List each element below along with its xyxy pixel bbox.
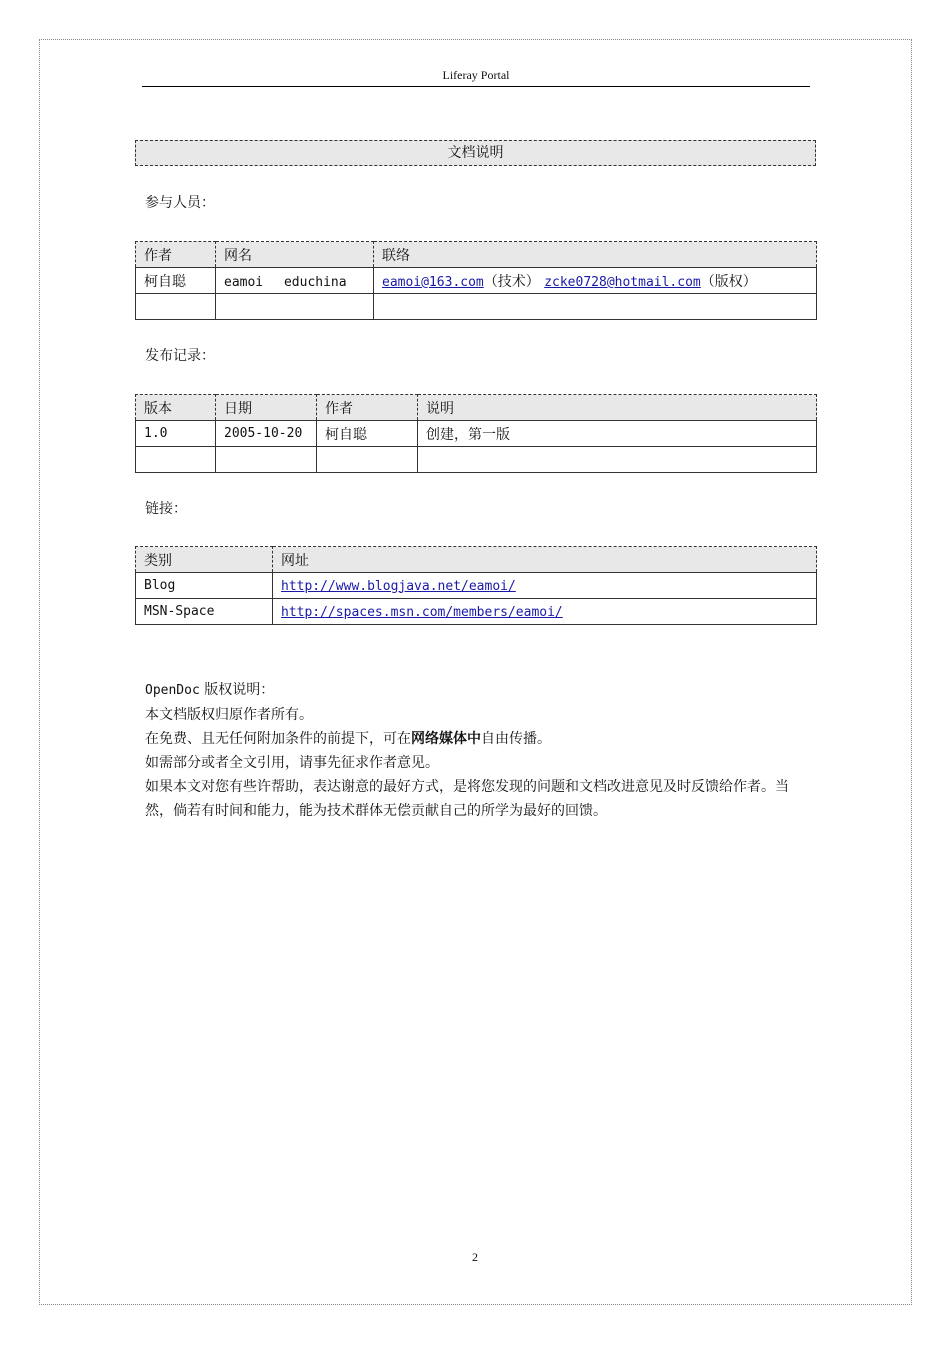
column-header: 类别 (136, 547, 273, 573)
column-header: 作者 (136, 242, 216, 268)
copyright-text: 自由传播。 (481, 731, 551, 747)
table-header-row (136, 395, 817, 421)
release-table (135, 394, 817, 473)
column-header: 作者 (317, 395, 418, 421)
page-header (142, 68, 810, 87)
header-title: Liferay Portal (442, 68, 510, 82)
email-link-tech[interactable]: eamoi@163.com (382, 274, 484, 290)
table-header-row (136, 242, 817, 268)
table-row-empty (136, 447, 817, 473)
copyright-line: 如需部分或者全文引用，请事先征求作者意见。 (145, 755, 439, 771)
copyright-bold-text: 网络媒体中 (411, 731, 481, 747)
copyright-line: 本文档版权归原作者所有。 (145, 707, 313, 723)
copyright-heading-text: 版权说明： (199, 682, 275, 698)
contact-cell (374, 268, 817, 294)
url-cell (273, 573, 817, 599)
empty-cell (136, 447, 216, 473)
column-header: 联络 (374, 242, 817, 268)
copyright-line (145, 727, 815, 751)
copyright-notes (145, 678, 815, 823)
release-label: 发布记录： (145, 348, 215, 364)
copyright-line: 如果本文对您有些许帮助，表达谢意的最好方式，是将您发现的问题和文档改进意见及时反馈给作者。当然，倘若有时间和能力，能为技术群体无偿贡献自己的所学为最好的回馈。 (145, 779, 789, 819)
email-note-tech: （技术） (483, 273, 540, 290)
doc-title: 文档说明 (135, 140, 816, 166)
empty-cell (374, 294, 817, 320)
table-row (136, 599, 817, 625)
empty-cell (136, 294, 216, 320)
empty-cell (418, 447, 817, 473)
page-frame (39, 39, 912, 1305)
copyright-heading (145, 678, 815, 703)
author-cell: 柯自聪 (317, 421, 418, 447)
column-header: 网址 (273, 547, 817, 573)
participants-label: 参与人员： (145, 195, 215, 211)
description-cell: 创建，第一版 (418, 421, 817, 447)
participants-table (135, 241, 817, 320)
msn-space-link[interactable]: http://spaces.msn.com/members/eamoi/ (281, 604, 563, 620)
page-number: 2 (472, 1250, 478, 1264)
column-header: 说明 (418, 395, 817, 421)
column-header: 网名 (216, 242, 374, 268)
category-cell: Blog (136, 573, 273, 599)
column-header: 版本 (136, 395, 216, 421)
table-row (136, 421, 817, 447)
table-row (136, 268, 817, 294)
opendoc-label: OpenDoc (145, 683, 200, 698)
url-cell (273, 599, 817, 625)
links-label: 链接： (145, 501, 187, 517)
version-cell: 1.0 (136, 421, 216, 447)
empty-cell (216, 447, 317, 473)
author-cell: 柯自聪 (136, 268, 216, 294)
email-link-copyright[interactable]: zcke0728@hotmail.com (544, 274, 701, 290)
empty-cell (216, 294, 374, 320)
date-cell: 2005-10-20 (216, 421, 317, 447)
copyright-text: 在免费、且无任何附加条件的前提下，可在 (145, 731, 411, 747)
nick-cell: eamoi educhina (216, 268, 374, 294)
email-note-copyright: （版权） (700, 273, 757, 290)
table-row (136, 573, 817, 599)
blog-link[interactable]: http://www.blogjava.net/eamoi/ (281, 578, 516, 594)
links-table (135, 546, 817, 625)
column-header: 日期 (216, 395, 317, 421)
table-row-empty (136, 294, 817, 320)
category-cell: MSN-Space (136, 599, 273, 625)
empty-cell (317, 447, 418, 473)
table-header-row (136, 547, 817, 573)
